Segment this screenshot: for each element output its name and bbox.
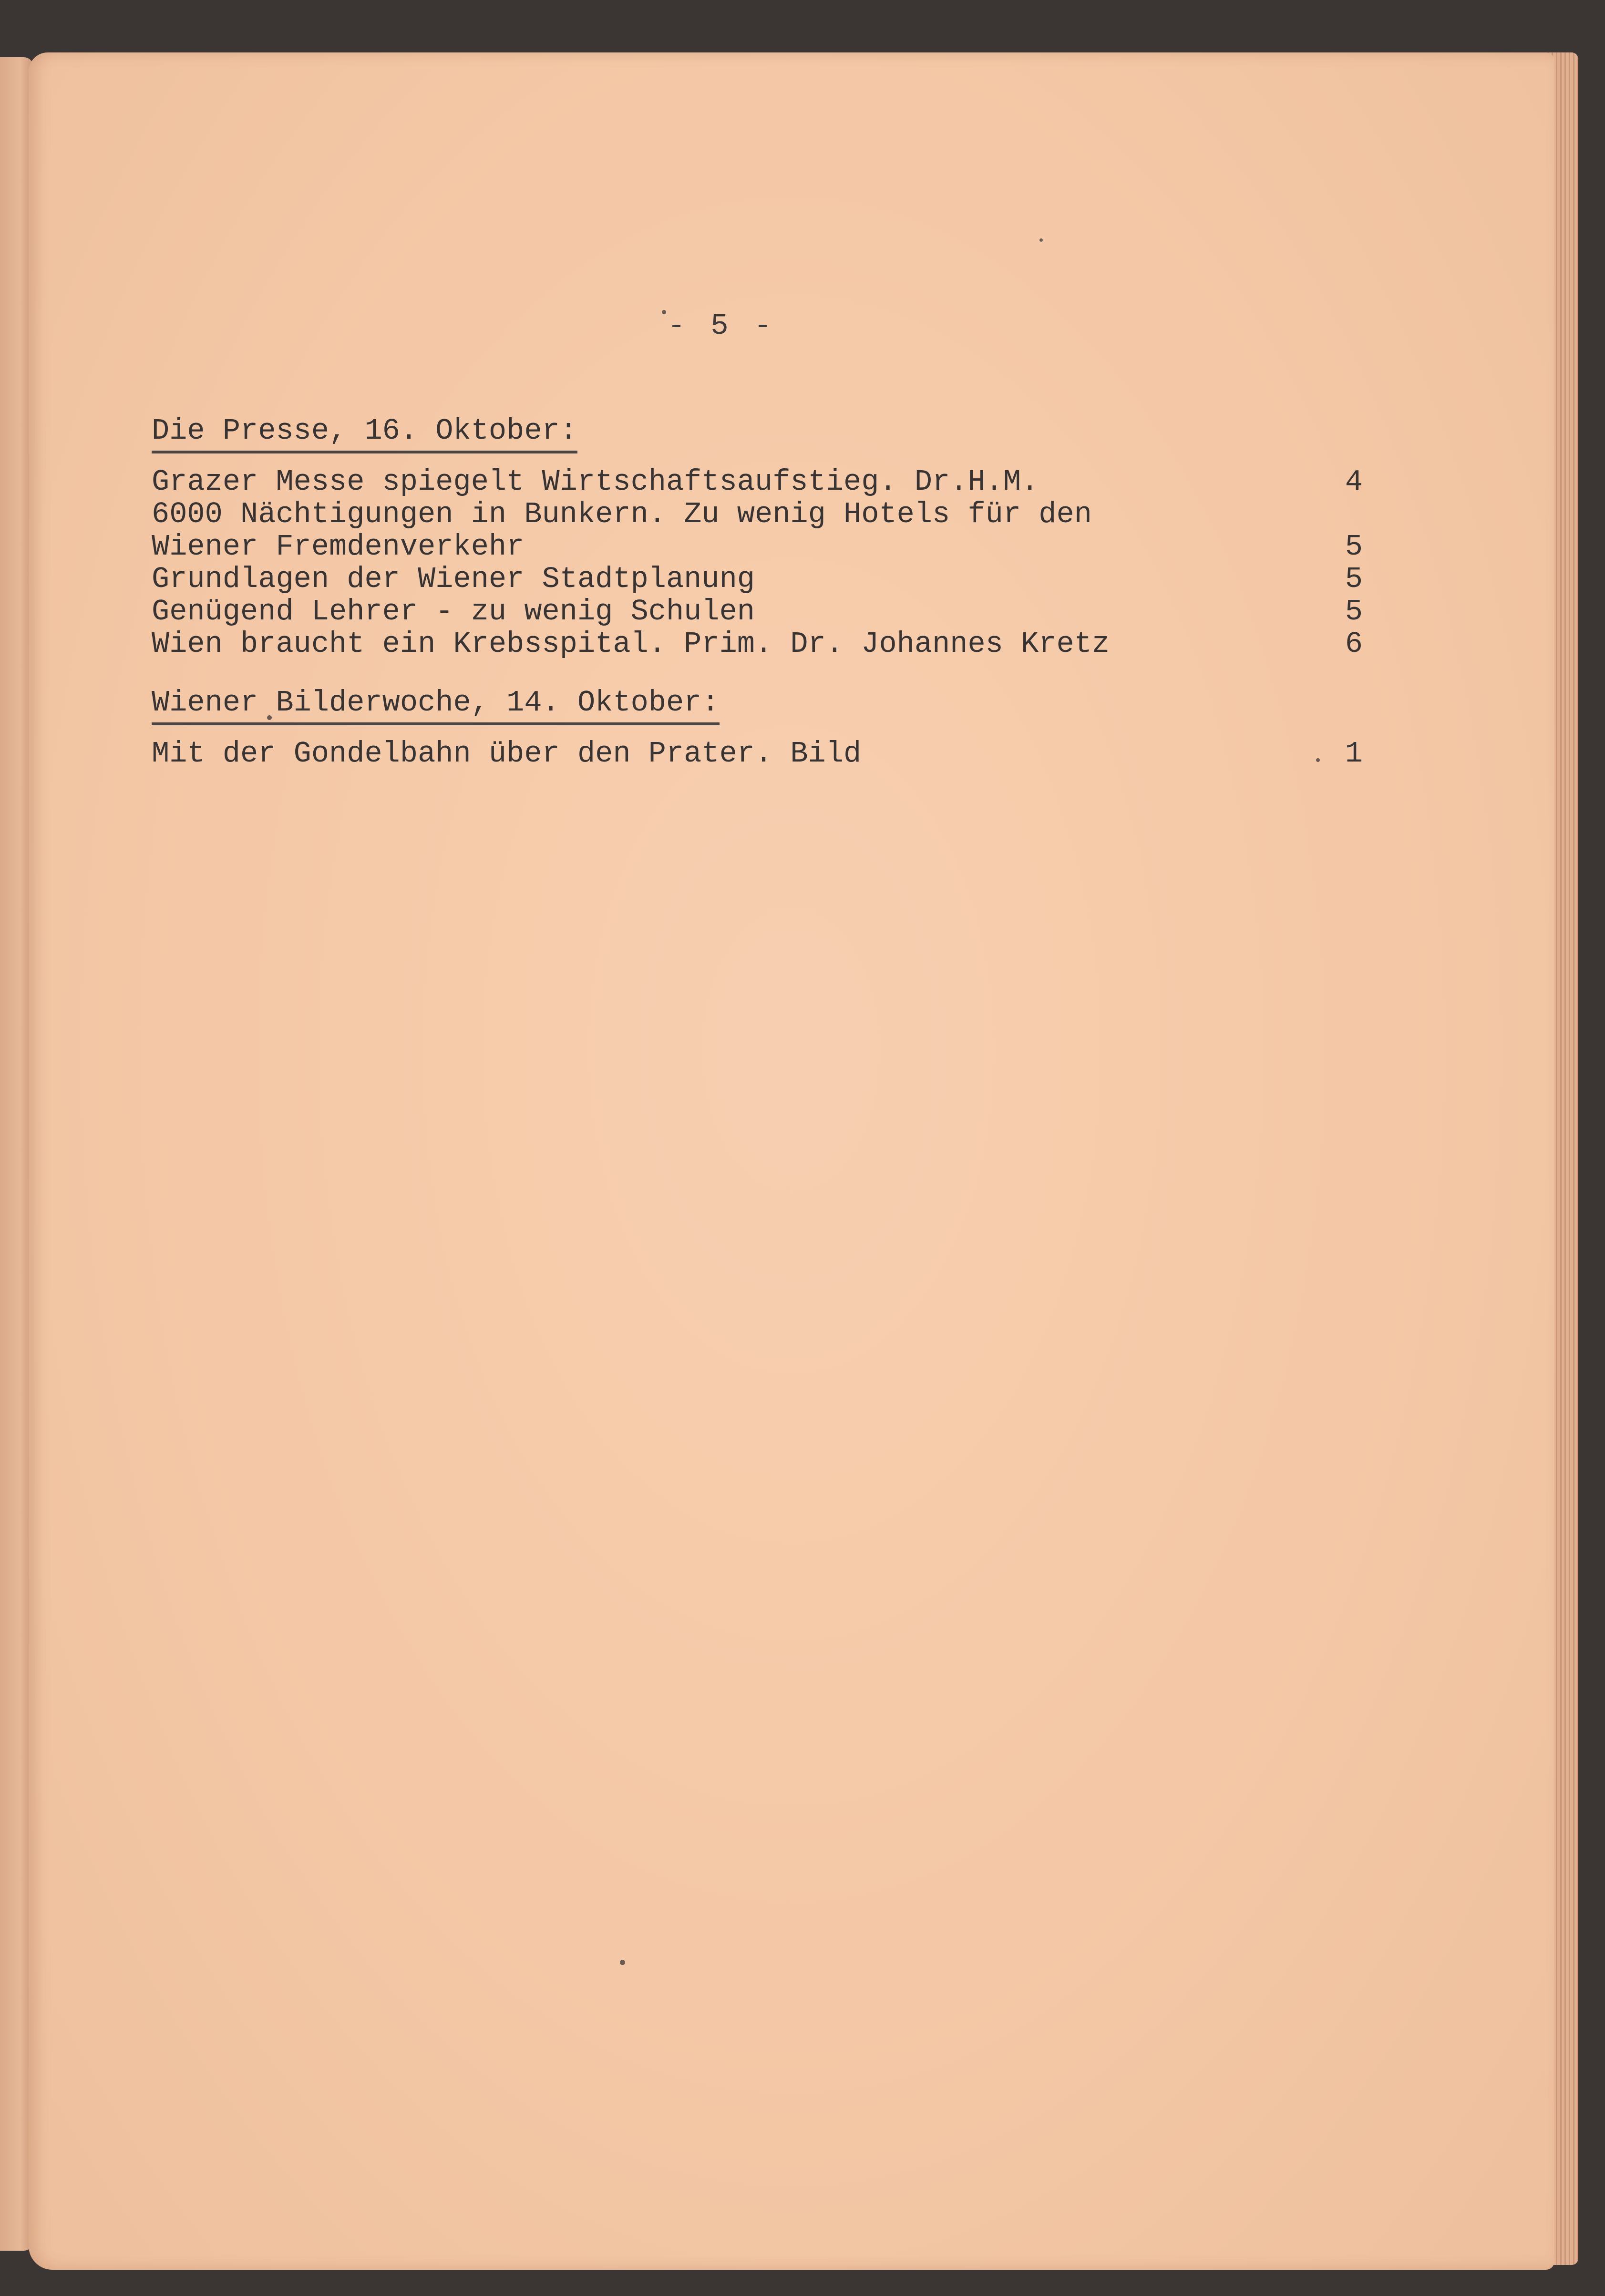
entry-title: Wiener Fremdenverkehr (152, 530, 525, 564)
section-heading: Die Presse, 16. Oktober: (152, 412, 577, 453)
entry-title: Grundlagen der Wiener Stadtplanung (152, 562, 755, 596)
entry-title: Wien braucht ein Krebsspital. Prim. Dr. Johannes Kretz (152, 627, 1110, 661)
section-wiener-bilderwoche (152, 684, 1363, 770)
entry-page-number: 5 (1345, 562, 1363, 596)
entry-list (152, 466, 1363, 660)
document-page (29, 52, 1554, 2270)
paper-speck (662, 310, 666, 314)
entry-title: Genügend Lehrer - zu wenig Schulen (152, 595, 755, 628)
page-number: - 5 - (668, 309, 776, 343)
entry-page-number: 4 (1345, 465, 1363, 499)
entry-page-number: 5 (1345, 530, 1363, 564)
list-item (152, 738, 1363, 770)
entry-title: 6000 Nächtigungen in Bunkern. Zu wenig Hotels für den (152, 497, 1092, 531)
paper-speck (1039, 238, 1043, 242)
entry-page-number: 6 (1345, 627, 1363, 661)
entry-page-number: 1 (1345, 737, 1363, 771)
list-item (152, 628, 1363, 660)
list-item (152, 563, 1363, 596)
list-item (152, 531, 1363, 563)
section-heading: Wiener Bilderwoche, 14. Oktober: (152, 684, 720, 725)
section-die-presse (152, 412, 1363, 660)
paper-speck (620, 1960, 625, 1965)
entry-page-number: 5 (1345, 595, 1363, 628)
entry-title: Grazer Messe spiegelt Wirtschaftsaufstieg. Dr.H.M. (152, 465, 1039, 499)
entry-list (152, 738, 1363, 770)
list-item (152, 498, 1363, 531)
entry-title: Mit der Gondelbahn über den Prater. Bild (152, 737, 862, 771)
list-item (152, 596, 1363, 628)
list-item (152, 466, 1363, 498)
